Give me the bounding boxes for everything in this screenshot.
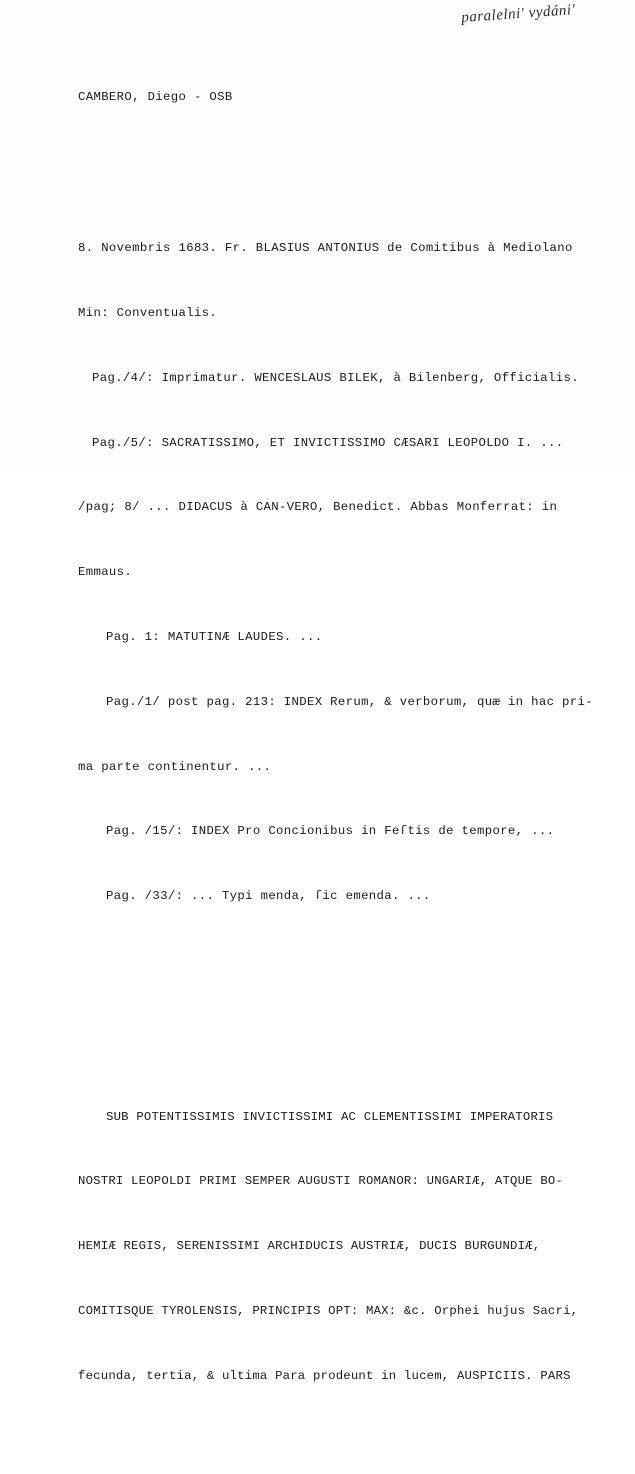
entry-line: Pag. /15/: INDEX Pro Concionibus in Feſtis de tempore, ... (106, 824, 555, 839)
entry-line: /pag; 8/ ... DIDACUS à CAN-VERO, Benedict. Abbas Monferrat: in (78, 500, 558, 515)
handwritten-annotation: paralelni' vydáni' (460, 2, 576, 27)
title-block (78, 1063, 617, 1430)
entry-line: Pag./4/: Imprimatur. WENCESLAUS BILEK, à Bilenberg, Officialis. (92, 370, 579, 385)
title-line: HEMIÆ REGIS, SERENISSIMI ARCHIDUCIS AUSTRIÆ, DUCIS BURGUNDIÆ, (78, 1239, 541, 1254)
entry-line: Pag. 1: MATUTINÆ LAUDES. ... (106, 630, 323, 645)
title-line: COMITISQUE TYROLENSIS, PRINCIPIS OPT: MAX: &c. Orphei hujus Sacri, (78, 1303, 579, 1318)
entry-line: Pag. /33/: ... Typi menda, ſic emenda. ... (106, 889, 431, 904)
entry-line: Pag./5/: SACRATISSIMO, ET INVICTISSIMO CÆSARI LEOPOLDO I. ... (92, 435, 564, 450)
entry-line: Pag./1/ post pag. 213: INDEX Rerum, & verborum, quæ in hac pri- (106, 694, 593, 709)
document-header: CAMBERO, Diego - OSB (78, 90, 233, 105)
title-line: NOSTRI LEOPOLDI PRIMI SEMPER AUGUSTI ROMANOR: UNGARIÆ, ATQUE BO- (78, 1174, 564, 1189)
entry-line: Min: Conventualis. (78, 306, 218, 321)
entry-line: 8. Novembris 1683. Fr. BLASIUS ANTONIUS de Comitibus à Mediolano (78, 241, 573, 256)
entry-line: Emmaus. (78, 565, 133, 580)
spacer (78, 152, 617, 174)
document-body (78, 44, 617, 1474)
spacer (78, 973, 617, 999)
title-line: fecunda, tertia, & ultima Para prodeunt in lucem, AUSPICIIS. PARS (78, 1368, 571, 1383)
title-line: SUB POTENTISSIMIS INVICTISSIMI AC CLEMENTISSIMI IMPERATORIS (106, 1109, 554, 1124)
entry-line: ma parte continentur. ... (78, 759, 272, 774)
